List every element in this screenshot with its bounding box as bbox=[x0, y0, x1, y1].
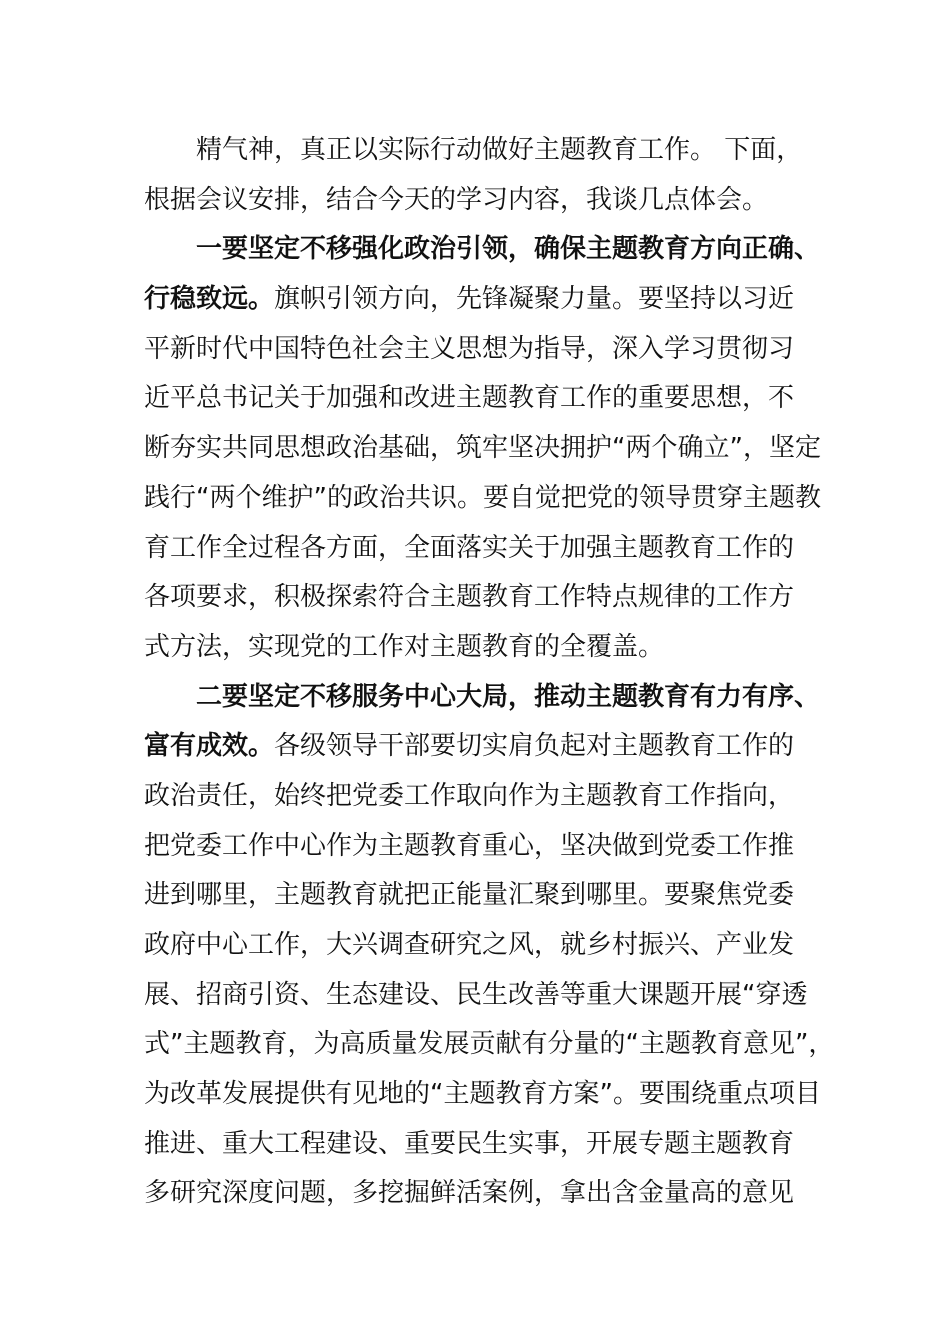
paragraph-1-line-1 bbox=[144, 126, 834, 176]
text-segment: 育工作全过程各方面，全面落实关于加强主题教育工作的 bbox=[144, 532, 795, 563]
heading-segment: 一要坚定不移强化政治引领，确保主题教育方向正确、 bbox=[196, 234, 821, 265]
text-segment: 平新时代中国特色社会主义思想为指导，深入学习贯彻习 bbox=[144, 333, 795, 364]
paragraph-2-line-7 bbox=[144, 524, 834, 574]
text-segment: 旗帜引领方向，先锋凝聚力量。要坚持以习近 bbox=[274, 284, 795, 315]
paragraph-2-line-9 bbox=[144, 623, 834, 673]
text-segment: 根据会议安排，结合今天的学习内容，我谈几点体会。 bbox=[144, 184, 769, 215]
paragraph-2-line-6 bbox=[144, 474, 834, 524]
text-segment: 精气神，真正以实际行动做好主题教育工作。 下面， bbox=[196, 135, 803, 165]
paragraph-2-line-5 bbox=[144, 424, 834, 474]
paragraph-3-line-1 bbox=[144, 673, 834, 723]
text-segment: 近平总书记关于加强和改进主题教育工作的重要思想，不 bbox=[144, 383, 795, 414]
heading-segment: 二要坚定不移服务中心大局，推动主题教育有力有序、 bbox=[196, 681, 821, 712]
paragraph-2-line-2 bbox=[144, 275, 834, 325]
paragraph-3-line-2 bbox=[144, 722, 834, 772]
text-segment: 多研究深度问题，多挖掘鲜活案例，拿出含金量高的意见 bbox=[144, 1178, 795, 1209]
paragraph-3-line-11 bbox=[144, 1169, 834, 1219]
text-segment: 各级领导干部要切实肩负起对主题教育工作的 bbox=[274, 731, 795, 762]
text-segment: 展、招商引资、生态建设、民生改善等重大课题开展“穿透 bbox=[144, 979, 808, 1010]
paragraph-2-line-3 bbox=[144, 325, 834, 375]
paragraph-2-line-4 bbox=[144, 374, 834, 424]
text-segment: 政治责任，始终把党委工作取向作为主题教育工作指向， bbox=[144, 780, 795, 811]
paragraph-3-line-9 bbox=[144, 1070, 834, 1120]
text-segment: 式方法，实现党的工作对主题教育的全覆盖。 bbox=[144, 631, 665, 662]
paragraph-1-line-2 bbox=[144, 176, 834, 226]
paragraph-2-line-8 bbox=[144, 573, 834, 623]
paragraph-2-line-1 bbox=[144, 225, 834, 275]
text-segment: 为改革发展提供有见地的“主题教育方案”。要围绕重点项目 bbox=[144, 1079, 821, 1110]
paragraph-3-line-10 bbox=[144, 1120, 834, 1170]
text-segment: 进到哪里，主题教育就把正能量汇聚到哪里。要聚焦党委 bbox=[144, 880, 795, 911]
heading-segment: 富有成效。 bbox=[144, 731, 275, 762]
text-segment: 把党委工作中心作为主题教育重心，坚决做到党委工作推 bbox=[144, 830, 795, 861]
heading-segment: 行稳致远。 bbox=[144, 284, 275, 315]
paragraph-3-line-3 bbox=[144, 772, 834, 822]
text-segment: 政府中心工作，大兴调查研究之风，就乡村振兴、产业发 bbox=[144, 930, 795, 960]
text-segment: 践行“两个维护”的政治共识。要自觉把党的领导贯穿主题教 bbox=[144, 482, 821, 513]
text-segment: 各项要求，积极探索符合主题教育工作特点规律的工作方 bbox=[144, 582, 795, 613]
paragraph-3-line-7 bbox=[144, 971, 834, 1021]
paragraph-3-line-8 bbox=[144, 1020, 834, 1070]
text-segment: 断夯实共同思想政治基础，筑牢坚决拥护“两个确立”，坚定 bbox=[144, 433, 821, 464]
document-body bbox=[144, 126, 834, 1219]
text-segment: 推进、重大工程建设、重要民生实事，开展专题主题教育 bbox=[144, 1128, 795, 1159]
text-segment: 式”主题教育，为高质量发展贡献有分量的“主题教育意见”， bbox=[144, 1029, 835, 1060]
paragraph-3-line-4 bbox=[144, 822, 834, 872]
paragraph-3-line-5 bbox=[144, 871, 834, 921]
paragraph-3-line-6 bbox=[144, 921, 834, 971]
